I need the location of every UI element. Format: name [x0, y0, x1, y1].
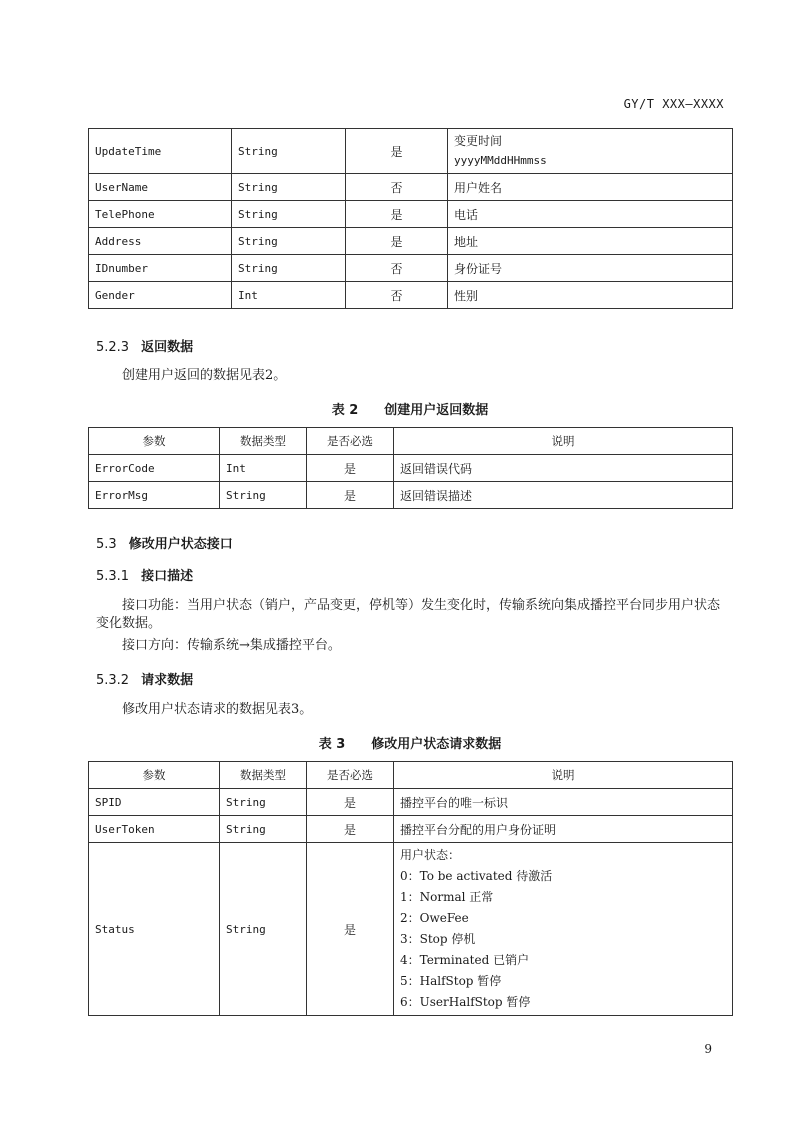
- param-required: 是: [307, 843, 394, 1016]
- caption-title: 修改用户状态请求数据: [371, 737, 502, 752]
- caption-title: 创建用户返回数据: [384, 403, 489, 418]
- status-line: 4：Terminated 已销户: [400, 953, 530, 967]
- param-type: String: [220, 843, 307, 1016]
- param-name: UserToken: [89, 816, 220, 843]
- table-row: [89, 174, 733, 201]
- caption-number: 表 2: [331, 403, 359, 418]
- param-name: Gender: [89, 282, 232, 309]
- paragraph-interface-direction: 接口方向：传输系统→集成播控平台。: [122, 638, 341, 653]
- section-title: 修改用户状态接口: [128, 537, 233, 552]
- param-desc: 返回错误描述: [394, 482, 733, 509]
- section-number: 5.3.2: [96, 673, 130, 688]
- table2-caption: [88, 399, 732, 418]
- param-desc: 电话: [448, 201, 733, 228]
- section-title: 接口描述: [141, 569, 194, 584]
- param-name: IDnumber: [89, 255, 232, 282]
- table-create-user-request-continued: [88, 128, 733, 309]
- param-name: TelePhone: [89, 201, 232, 228]
- section-heading-5-3: [96, 533, 233, 552]
- param-desc: 性别: [448, 282, 733, 309]
- status-line: 0：To be activated 待激活: [400, 869, 553, 883]
- table-row: [89, 255, 733, 282]
- param-desc: 用户姓名: [448, 174, 733, 201]
- section-heading-5-3-1: [96, 565, 193, 584]
- param-desc: 身份证号: [448, 255, 733, 282]
- section-title: 返回数据: [141, 340, 194, 355]
- param-desc: 播控平台分配的用户身份证明: [394, 816, 733, 843]
- status-line: 2：OweFee: [400, 911, 469, 925]
- param-type: String: [232, 201, 346, 228]
- page-number: 9: [704, 1042, 712, 1056]
- param-required: 否: [346, 174, 448, 201]
- param-desc-line2: yyyyMMddHHmmss: [454, 154, 547, 167]
- paragraph-interface-function: 接口功能：当用户状态（销户，产品变更，停机等）发生变化时，传输系统向集成播控平台同步用户状态变化数据。: [96, 598, 721, 631]
- param-type: String: [232, 228, 346, 255]
- param-required: 是: [307, 482, 394, 509]
- param-required: 是: [307, 816, 394, 843]
- param-required: 是: [346, 228, 448, 255]
- section-number: 5.3.1: [96, 569, 130, 584]
- param-required: 否: [346, 282, 448, 309]
- paragraph-5-2-3: 创建用户返回的数据见表2。: [122, 368, 287, 383]
- table-row: [89, 789, 733, 816]
- table-row: [89, 201, 733, 228]
- table-header-row: [89, 762, 733, 789]
- status-line: 1：Normal 正常: [400, 890, 494, 904]
- param-type: Int: [232, 282, 346, 309]
- table-modify-user-status-request: [88, 761, 733, 1016]
- param-required: 是: [346, 201, 448, 228]
- column-header: 参数: [89, 428, 220, 455]
- column-header: 说明: [394, 428, 733, 455]
- table-row: [89, 228, 733, 255]
- section-heading-5-2-3: [96, 336, 193, 355]
- section-heading-5-3-2: [96, 669, 193, 688]
- param-type: String: [232, 255, 346, 282]
- param-required: 否: [346, 255, 448, 282]
- param-type: String: [232, 174, 346, 201]
- param-desc: [448, 129, 733, 174]
- column-header: 数据类型: [220, 428, 307, 455]
- table-row: [89, 843, 733, 1016]
- column-header: 参数: [89, 762, 220, 789]
- section-title: 请求数据: [141, 673, 194, 688]
- caption-number: 表 3: [318, 737, 346, 752]
- table-row: [89, 816, 733, 843]
- status-line: 用户状态：: [400, 848, 461, 862]
- section-number: 5.2.3: [96, 340, 130, 355]
- param-required: 是: [307, 455, 394, 482]
- column-header: 数据类型: [220, 762, 307, 789]
- status-line: 5：HalfStop 暂停: [400, 974, 502, 988]
- param-type: String: [220, 816, 307, 843]
- status-line: 6：UserHalfStop 暂停: [400, 995, 531, 1009]
- column-header: 说明: [394, 762, 733, 789]
- table-row: [89, 129, 733, 174]
- param-name: Address: [89, 228, 232, 255]
- section-number: 5.3: [96, 537, 117, 552]
- param-name: Status: [89, 843, 220, 1016]
- table-row: [89, 482, 733, 509]
- param-type: String: [220, 482, 307, 509]
- param-name: UpdateTime: [89, 129, 232, 174]
- param-desc: [394, 843, 733, 1016]
- param-desc: 返回错误代码: [394, 455, 733, 482]
- param-type: String: [232, 129, 346, 174]
- table3-caption: [88, 733, 732, 752]
- table-row: [89, 282, 733, 309]
- param-name: SPID: [89, 789, 220, 816]
- table-header-row: [89, 428, 733, 455]
- param-type: Int: [220, 455, 307, 482]
- param-required: 是: [346, 129, 448, 174]
- param-desc-line1: 变更时间: [454, 134, 503, 148]
- paragraph-5-3-2: 修改用户状态请求的数据见表3。: [122, 702, 313, 717]
- column-header: 是否必选: [307, 762, 394, 789]
- column-header: 是否必选: [307, 428, 394, 455]
- param-type: String: [220, 789, 307, 816]
- param-desc: 播控平台的唯一标识: [394, 789, 733, 816]
- param-desc: 地址: [448, 228, 733, 255]
- table-row: [89, 455, 733, 482]
- param-required: 是: [307, 789, 394, 816]
- param-name: ErrorMsg: [89, 482, 220, 509]
- param-name: ErrorCode: [89, 455, 220, 482]
- document-code: GY/T XXX—XXXX: [623, 97, 724, 111]
- table-create-user-response: [88, 427, 733, 509]
- param-name: UserName: [89, 174, 232, 201]
- status-line: 3：Stop 停机: [400, 932, 476, 946]
